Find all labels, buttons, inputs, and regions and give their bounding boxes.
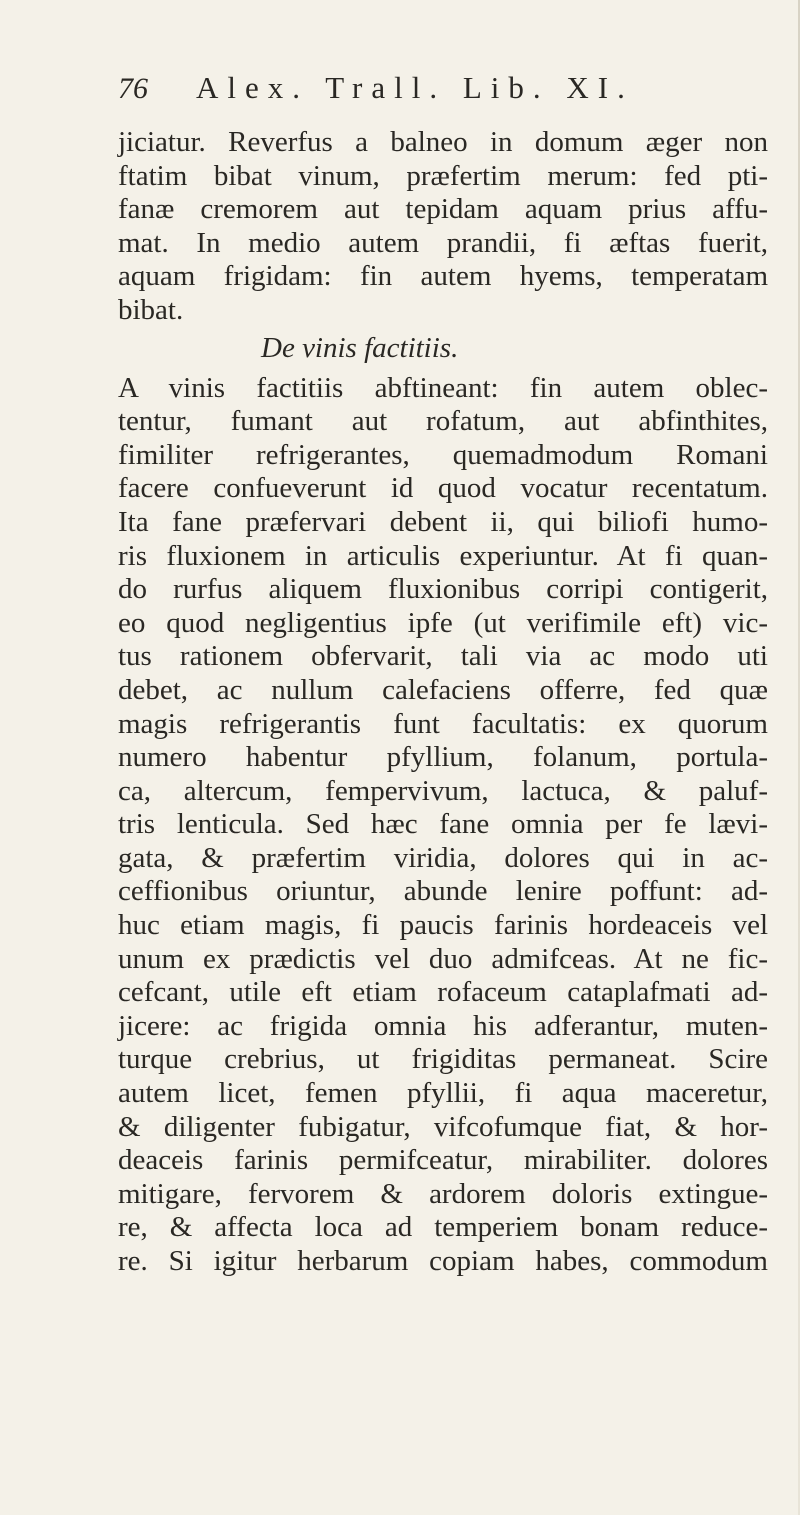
text-line: re. Si igitur herbarum copiam habes, commodum [118, 1245, 768, 1277]
text-line: fanæ cremorem aut tepidam aquam prius affu- [118, 193, 768, 226]
text-line: eo quod negligentius ipfe (ut verifimile eft) vic- [118, 606, 768, 639]
page-header [118, 70, 770, 126]
text-line: ca, altercum, fempervivum, lactuca, & paluf- [118, 774, 768, 807]
text-line: mitigare, fervorem & ardorem doloris extingue- [118, 1177, 768, 1210]
text-line: & diligenter fubigatur, vifcofumque fiat, & hor- [118, 1110, 768, 1143]
text-line: autem licet, femen pfyllii, fi aqua maceretur, [118, 1077, 768, 1110]
text-line: aquam frigidam: fin autem hyems, temperatam [118, 260, 768, 293]
text-line: bibat. [118, 293, 184, 326]
text-line: numero habentur pfyllium, folanum, portula- [118, 741, 768, 774]
text-line: jiciatur. Reverfus a balneo in domum æger non [118, 126, 768, 158]
text-line: A vinis factitiis abftineant: fin autem oblec- [118, 371, 768, 404]
text-line: ftatim bibat vinum, præfertim merum: fed pti- [118, 159, 768, 192]
text-line: tris lenticula. Sed hæc fane omnia per fe lævi- [118, 808, 768, 841]
paragraph-1 [118, 126, 770, 328]
text-line: magis refrigerantis funt facultatis: ex quorum [118, 707, 768, 740]
section-heading: De vinis factitiis. [261, 331, 459, 364]
text-line: facere confueverunt id quod vocatur recentatum. [118, 472, 768, 505]
text-line: unum ex prædictis vel duo admifceas. At ne fic- [118, 942, 768, 975]
text-line: Ita fane præfervari debent ii, qui biliofi humo- [118, 505, 768, 538]
text-line: cefcant, utile eft etiam rofaceum cataplafmati ad- [118, 976, 768, 1009]
text-line: deaceis farinis permifceatur, mirabiliter. dolores [118, 1144, 768, 1177]
text-line: gata, & præfertim viridia, dolores qui in ac- [118, 841, 768, 874]
text-line: do rurfus aliquem fluxionibus corripi contigerit, [118, 573, 768, 606]
text-line: debet, ac nullum calefaciens offerre, fed quæ [118, 673, 768, 706]
running-head: Alex. Trall. Lib. XI. [196, 70, 634, 105]
text-line: huc etiam magis, fi paucis farinis hordeaceis vel [118, 909, 768, 942]
text-line: turque crebrius, ut frigiditas permaneat. Scire [118, 1043, 768, 1076]
text-line: fimiliter refrigerantes, quemadmodum Romani [118, 438, 768, 471]
text-line: re, & affecta loca ad temperiem bonam reduce- [118, 1211, 768, 1244]
text-line: jicere: ac frigida omnia his adferantur, muten- [118, 1009, 768, 1042]
page-number: 76 [118, 72, 148, 105]
text-line: tentur, fumant aut rofatum, aut abfinthites, [118, 405, 768, 438]
text-line: ceffionibus oriuntur, abunde lenire poffunt: ad- [118, 875, 768, 908]
text-line: ris fluxionem in articulis experiuntur. At fi quan- [118, 539, 768, 572]
text-line: tus rationem obfervarit, tali via ac modo uti [118, 640, 768, 673]
text-line: mat. In medio autem prandii, fi æftas fuerit, [118, 226, 768, 259]
paragraph-2 [118, 372, 770, 1279]
